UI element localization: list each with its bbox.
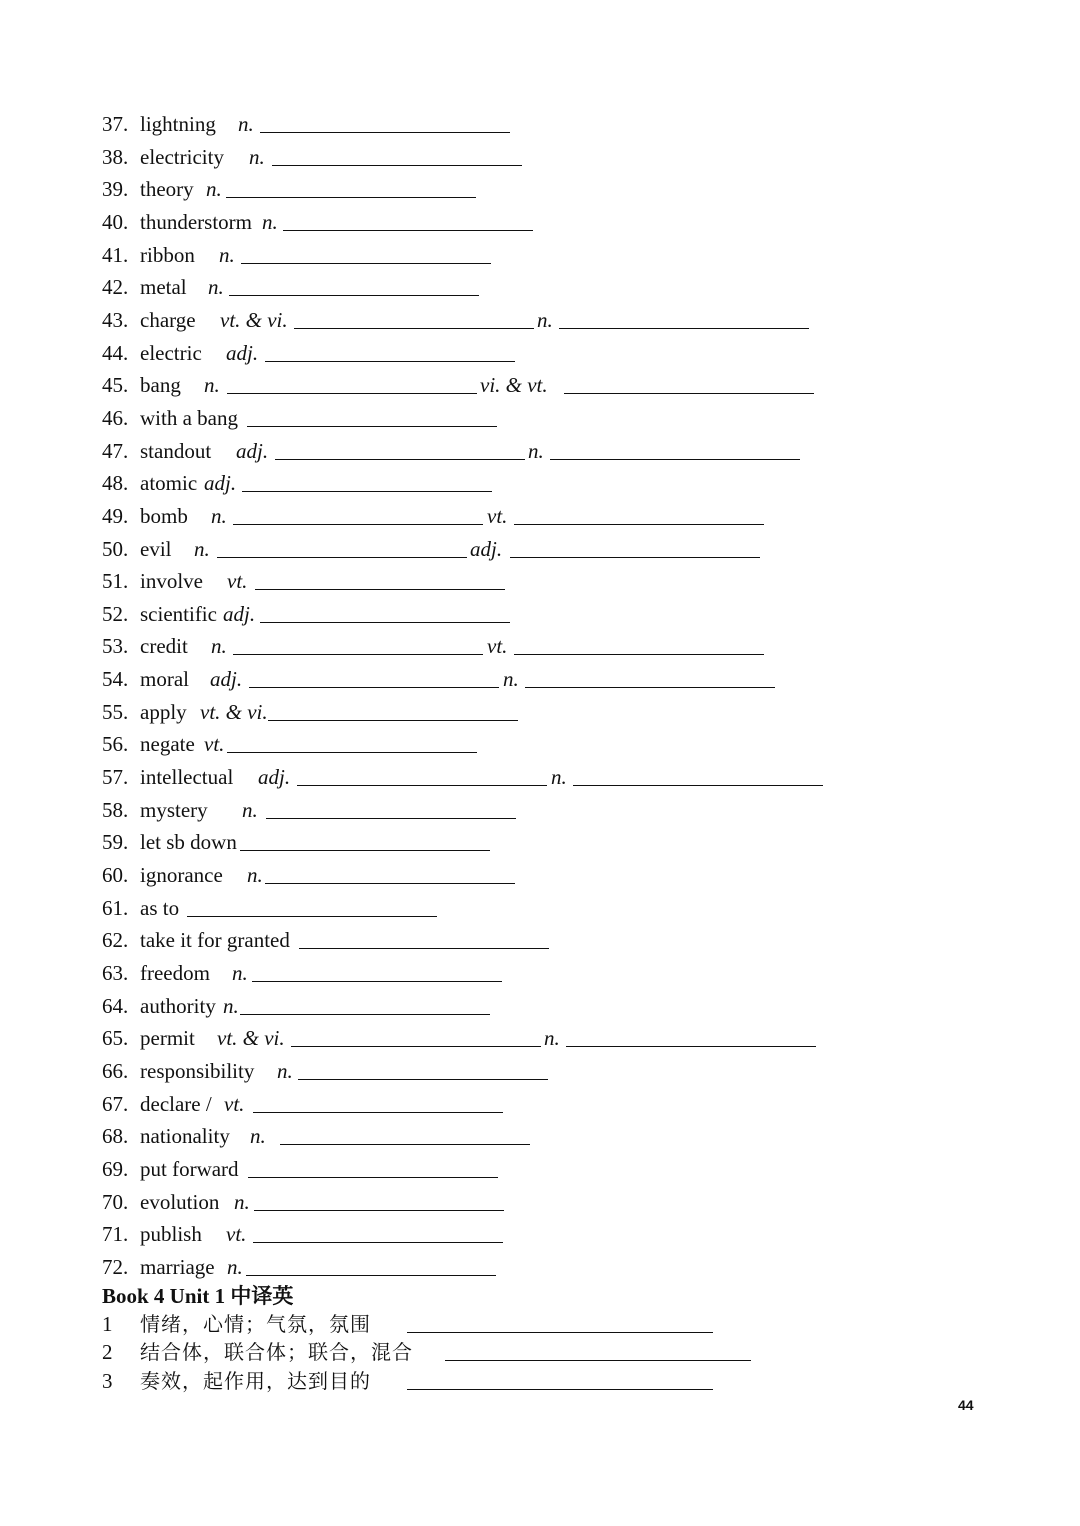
answer-blank[interactable] [272,165,522,166]
part-of-speech: n. [194,536,210,561]
vocab-word: apply [140,699,187,724]
answer-blank[interactable] [299,948,549,949]
item-number: 58. [102,797,129,822]
item-number: 54. [102,667,129,691]
answer-blank[interactable] [242,491,492,492]
item-number: 42. [102,275,129,300]
vocab-word: with a bang [140,405,238,430]
answer-blank[interactable] [550,459,800,460]
answer-blank[interactable] [252,981,502,982]
item-number: 65. [102,1026,129,1051]
vocab-word: bomb [140,503,188,528]
vocab-word: responsibility [140,1058,255,1083]
vocab-word: evolution [140,1189,220,1214]
vocab-word: evil [140,536,172,561]
part-of-speech: n. [277,1058,293,1083]
part-of-speech: n. [528,438,544,463]
vocab-word: bang [140,373,181,398]
part-of-speech: n. [262,209,278,234]
vocab-word: ribbon [140,242,195,267]
part-of-speech: n. [211,634,227,659]
item-number: 49. [102,503,129,528]
answer-blank[interactable] [226,197,476,198]
chinese-phrase: 奏效，起作用，达到目的 [140,1369,371,1393]
vocab-word: credit [140,634,188,659]
vocab-word: electricity [140,144,224,169]
part-of-speech: n. [208,275,224,300]
part-of-speech: n. [249,144,265,169]
vocab-word: standout [140,438,212,463]
answer-blank[interactable] [564,393,814,394]
answer-blank[interactable] [248,1177,498,1178]
answer-blank[interactable] [265,883,515,884]
item-number: 62. [102,928,129,953]
item-number: 68. [102,1124,129,1149]
part-of-speech: n. [537,307,553,332]
item-number: 72. [102,1254,129,1279]
item-number: 50. [102,536,129,561]
part-of-speech: vt. [224,1091,245,1116]
item-number: 1 [102,1312,113,1336]
vocab-word: theory [140,177,194,202]
answer-blank[interactable] [260,132,510,133]
item-number: 37. [102,112,129,136]
item-number: 67. [102,1091,129,1116]
part-of-speech: n. [234,1189,250,1214]
section-title: Book 4 Unit 1 中译英 [102,1284,294,1308]
part-of-speech: n. [232,960,248,985]
part-of-speech: n. [551,765,567,789]
item-number: 38. [102,144,129,169]
item-number: 70. [102,1189,129,1214]
item-number: 59. [102,830,129,855]
part-of-speech: adj. [204,471,237,496]
answer-blank[interactable] [254,1210,504,1211]
part-of-speech: vt. [487,634,508,659]
answer-blank[interactable] [227,393,477,394]
part-of-speech: n. [238,112,254,136]
part-of-speech: n. [227,1254,243,1279]
part-of-speech: adj. [210,667,243,691]
part-of-speech: n. [242,797,258,822]
item-number: 51. [102,569,129,594]
answer-blank[interactable] [249,687,499,688]
answer-blank[interactable] [566,1046,816,1047]
answer-blank[interactable] [407,1389,713,1390]
item-number: 39. [102,177,129,202]
chinese-phrase: 结合体，联合体；联合，混合 [140,1340,413,1364]
answer-blank[interactable] [573,785,823,786]
part-of-speech: vt. [204,732,225,757]
vocab-word: marriage [140,1254,215,1279]
vocab-word: take it for granted [140,928,290,953]
answer-blank[interactable] [255,589,505,590]
item-number: 3 [102,1369,113,1393]
part-of-speech: n. [211,503,227,528]
answer-blank[interactable] [233,524,483,525]
item-number: 44. [102,340,129,365]
part-of-speech: vt. & vi. [217,1026,285,1051]
vocab-word: electric [140,340,202,365]
part-of-speech: n. [223,993,239,1018]
vocab-word: thunderstorm [140,209,252,234]
vocab-word: as to [140,895,180,920]
item-number: 48. [102,471,129,496]
answer-blank[interactable] [229,295,479,296]
vocab-word: intellectual [140,765,234,789]
vocab-word: freedom [140,960,210,985]
item-number: 55. [102,699,129,724]
item-number: 53. [102,634,129,659]
item-number: 45. [102,373,129,398]
answer-blank[interactable] [275,459,525,460]
answer-blank[interactable] [217,557,467,558]
answer-blank[interactable] [280,1144,530,1145]
item-number: 71. [102,1222,129,1247]
answer-blank[interactable] [260,622,510,623]
vocab-word: ignorance [140,862,223,887]
answer-blank[interactable] [514,654,764,655]
answer-blank[interactable] [246,1275,496,1276]
part-of-speech: n. [206,177,222,202]
item-number: 2 [102,1340,113,1364]
vocab-word: negate [140,732,195,757]
part-of-speech: adj. [258,765,291,789]
part-of-speech: vi. & vt. [480,373,548,398]
item-number: 63. [102,960,129,985]
item-number: 40. [102,209,129,234]
vocab-word: publish [140,1222,202,1247]
vocab-word: mystery [140,797,208,822]
part-of-speech: n. [544,1026,560,1051]
part-of-speech: vt. & vi. [200,699,268,724]
answer-blank[interactable] [253,1112,503,1113]
answer-blank[interactable] [247,426,497,427]
vocab-word: authority [140,993,216,1018]
part-of-speech: n. [247,862,263,887]
vocab-word: lightning [140,112,216,136]
answer-blank[interactable] [187,916,437,917]
answer-blank[interactable] [445,1360,751,1361]
answer-blank[interactable] [240,850,490,851]
answer-blank[interactable] [266,818,516,819]
item-number: 69. [102,1156,129,1181]
item-number: 60. [102,862,129,887]
answer-blank[interactable] [297,785,547,786]
part-of-speech: vt. & vi. [220,307,288,332]
answer-blank[interactable] [559,328,809,329]
answer-blank[interactable] [298,1079,548,1080]
part-of-speech: adj. [226,340,259,365]
chinese-phrase: 情绪，心情；气氛，氛围 [140,1312,371,1336]
vocab-word: nationality [140,1124,230,1149]
answer-blank[interactable] [241,263,491,264]
answer-blank[interactable] [525,687,775,688]
answer-blank[interactable] [407,1332,713,1333]
item-number: 57. [102,765,129,789]
answer-blank[interactable] [227,752,477,753]
vocab-word: put forward [140,1156,239,1181]
vocab-word: declare / [140,1091,212,1116]
part-of-speech: vt. [227,569,248,594]
page-number: 44 [958,1397,974,1413]
item-number: 66. [102,1058,129,1083]
vocab-word: metal [140,275,187,300]
answer-blank[interactable] [510,557,760,558]
answer-blank[interactable] [233,654,483,655]
vocab-word: let sb down [140,830,237,855]
answer-blank[interactable] [268,720,518,721]
answer-blank[interactable] [253,1242,503,1243]
vocab-word: charge [140,307,196,332]
item-number: 52. [102,601,129,626]
part-of-speech: adj. [236,438,269,463]
part-of-speech: adj. [470,536,503,561]
answer-blank[interactable] [265,361,515,362]
vocab-word: permit [140,1026,195,1051]
answer-blank[interactable] [514,524,764,525]
vocab-word: involve [140,569,203,594]
answer-blank[interactable] [283,230,533,231]
part-of-speech: n. [503,667,519,691]
item-number: 64. [102,993,129,1018]
item-number: 43. [102,307,129,332]
vocab-word: moral [140,667,189,691]
answer-blank[interactable] [294,328,534,329]
part-of-speech: n. [204,373,220,398]
part-of-speech: n. [219,242,235,267]
item-number: 46. [102,405,129,430]
vocab-word: scientific [140,601,217,626]
vocab-word: atomic [140,471,198,496]
item-number: 47. [102,438,129,463]
answer-blank[interactable] [291,1046,541,1047]
part-of-speech: adj. [223,601,256,626]
part-of-speech: n. [250,1124,266,1149]
part-of-speech: vt. [226,1222,247,1247]
item-number: 61. [102,895,129,920]
item-number: 56. [102,732,129,757]
item-number: 41. [102,242,129,267]
part-of-speech: vt. [487,503,508,528]
answer-blank[interactable] [240,1014,490,1015]
